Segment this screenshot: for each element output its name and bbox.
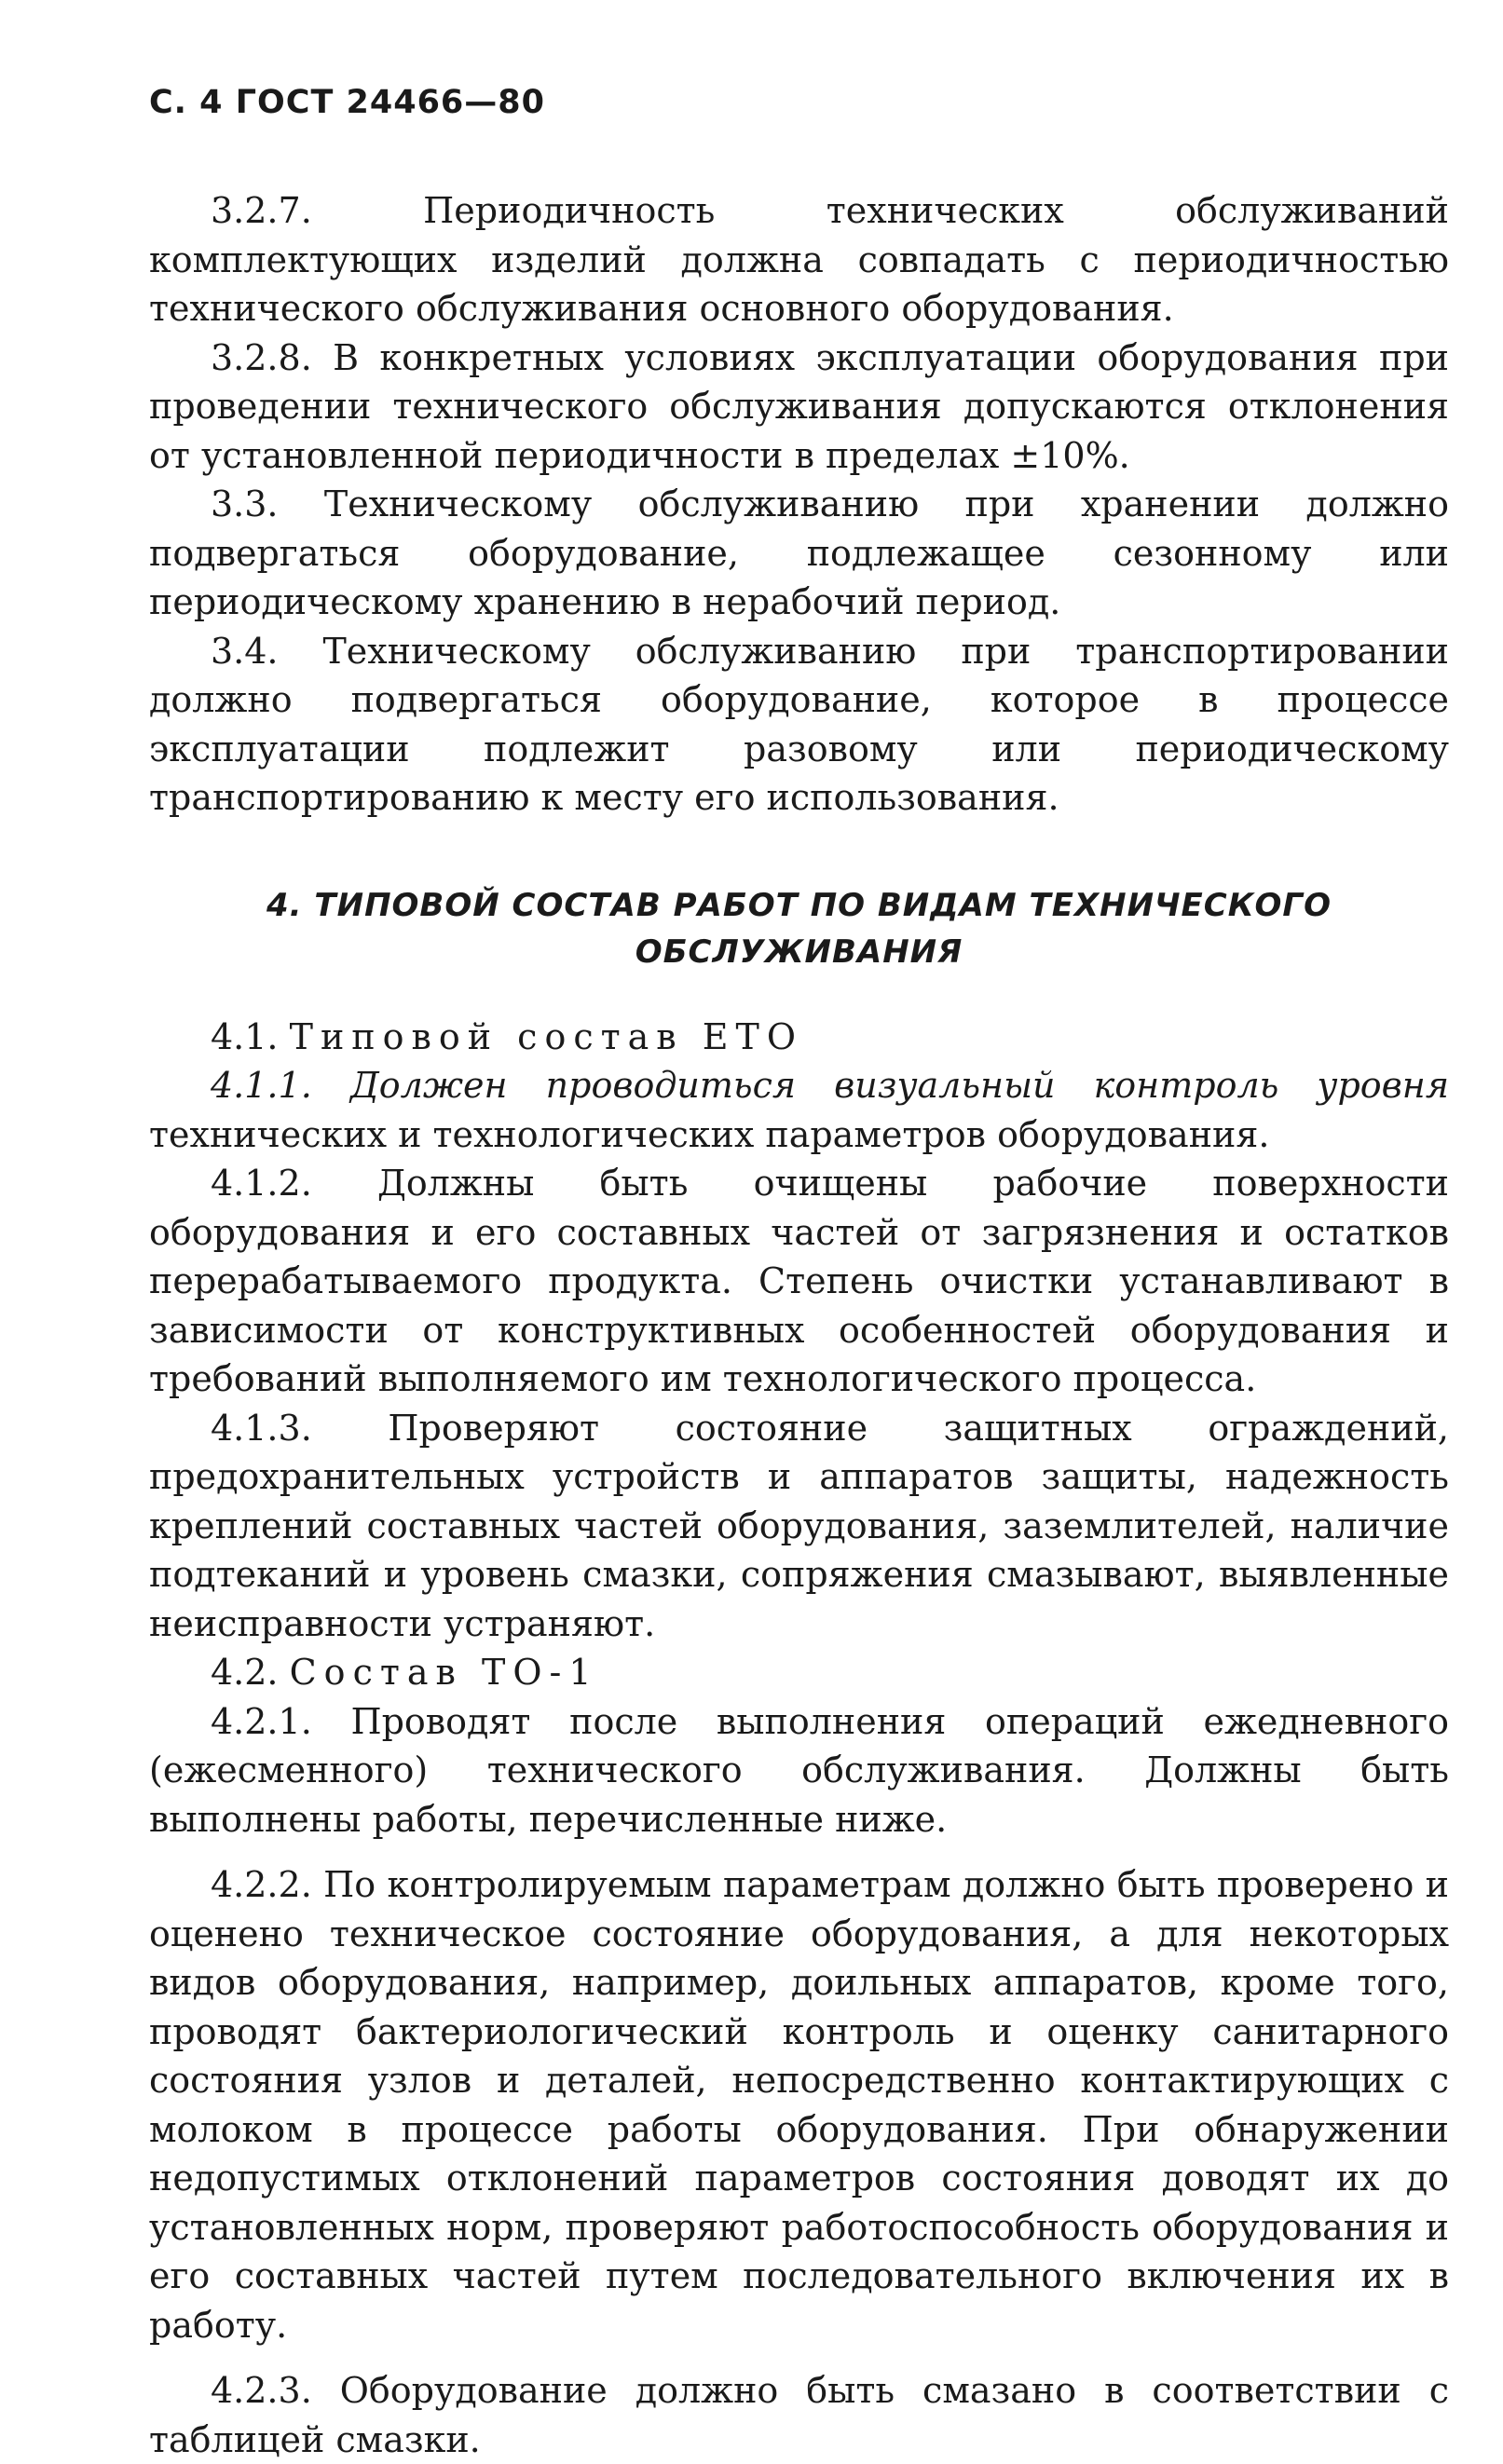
paragraph-4-2-1: 4.2.1. Проводят после выполнения операций ежедневного (ежесменного) технического обслуживания. Должны быть выполнены работы, перечисленные ниже.	[149, 1700, 1449, 1840]
paragraph-4-1-1-lead: 4.1.1. Должен проводиться визуальный контроль уровня	[211, 1065, 1449, 1106]
paragraph-4-1-2: 4.1.2. Должны быть очищены рабочие поверхности оборудования и его составных частей от загрязнения и остатков перерабатываемого продукта. Степень очистки устанавливают в зависимости от конструктивных особенностей оборудования и требований выполняемого им технологического процесса.	[149, 1163, 1449, 1399]
paragraph-4-2-3: 4.2.3. Оборудование должно быть смазано в соответствии с таблицей смазки.	[149, 2370, 1449, 2460]
section-title	[149, 882, 1449, 975]
paragraph-3-3: 3.3. Техническому обслуживанию при хранении должно подвергаться оборудование, подлежащее сезонному или периодическому хранению в нерабочий период.	[149, 483, 1449, 622]
subsection-4-1-number: 4.1.	[211, 1015, 279, 1057]
subsection-4-2-title: Состав ТО-1	[289, 1652, 599, 1693]
section-title-line1: 4. ТИПОВОЙ СОСТАВ РАБОТ ПО ВИДАМ ТЕХНИЧЕСКОГО	[266, 886, 1332, 924]
paragraph-3-2-8: 3.2.8. В конкретных условиях эксплуатации оборудования при проведении технического обслуживания допускаются отклонения от установленной периодичности в пределах ±10%.	[149, 336, 1449, 476]
subsection-4-2	[149, 1648, 1449, 1697]
paragraph-4-1-3: 4.1.3. Проверяют состояние защитных ограждений, предохранительных устройств и аппаратов защиты, надежность креплений составных частей оборудования, заземлителей, наличие подтеканий и уровень смазки, сопряжения смазывают, выявленные неисправности устраняют.	[149, 1407, 1449, 1644]
section-title-line2: ОБСЛУЖИВАНИЯ	[635, 933, 963, 971]
page-header: С. 4 ГОСТ 24466—80	[149, 84, 545, 121]
document-page	[149, 84, 1449, 2464]
subsection-4-1-title: Типовой состав ЕТО	[289, 1015, 803, 1057]
subsection-4-1	[149, 1013, 1449, 1062]
paragraph-4-1-1	[149, 1061, 1449, 1159]
paragraph-4-1-1-rest: технических и технологических параметров оборудования.	[149, 1113, 1270, 1155]
paragraph-3-2-7: 3.2.7. Периодичность технических обслуживаний комплектующих изделий должна совпадать с периодичностью технического обслуживания основного оборудования.	[149, 190, 1449, 329]
paragraph-4-2-2: 4.2.2. По контролируемым параметрам должно быть проверено и оценено техническое состояние оборудования, а для некоторых видов оборудования, например, доильных аппаратов, кроме того, проводят бактериологический контроль и оценку санитарного состояния узлов и деталей, непосредственно контактирующих с молоком в процессе работы оборудования. При обнаружении недопустимых отклонений параметров состояния доводят их до установленных норм, проверяют работоспособность оборудования и его составных частей путем последовательного включения их в работу.	[149, 1864, 1449, 2346]
paragraph-3-4: 3.4. Техническому обслуживанию при транспортировании должно подвергаться оборудование, которое в процессе эксплуатации подлежит разовому или периодическому транспортированию к месту его использования.	[149, 630, 1449, 818]
subsection-4-2-number: 4.2.	[211, 1652, 279, 1693]
